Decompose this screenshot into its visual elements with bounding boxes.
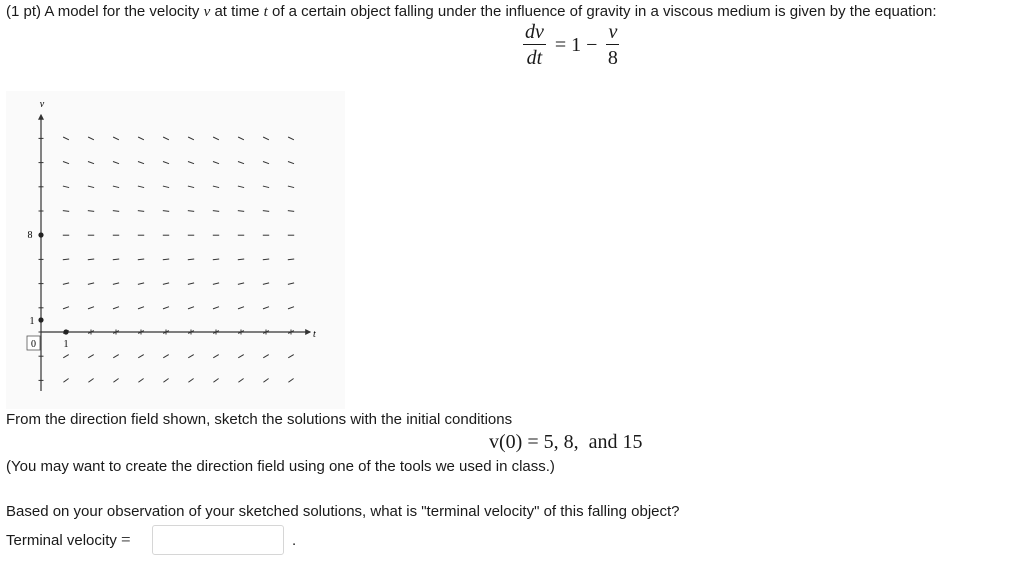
slope-segment: [138, 211, 144, 212]
slope-segment: [163, 307, 169, 309]
slope-segment: [288, 379, 293, 383]
slope-segment: [238, 162, 244, 164]
slope-segment: [138, 137, 144, 140]
slope-segment: [138, 283, 144, 285]
slope-segment: [138, 355, 143, 358]
slope-segment: [288, 259, 294, 260]
point-v-1: [38, 317, 43, 322]
slope-segment: [188, 283, 194, 285]
problem-statement: [6, 3, 937, 21]
lhs-denominator: dt: [526, 47, 543, 69]
answer-label-group: [6, 530, 131, 550]
slope-segment: [188, 379, 193, 383]
slope-segment: [263, 259, 269, 260]
slope-segment: [88, 162, 94, 164]
tick-label-t-1: 1: [63, 339, 69, 350]
slope-segment: [188, 137, 194, 140]
variable-v: v: [203, 4, 211, 20]
slope-segment: [63, 379, 68, 383]
slope-segment: [113, 283, 119, 285]
slope-segment: [238, 137, 244, 140]
slope-segment: [63, 162, 69, 164]
slope-segment: [188, 259, 194, 260]
slope-segment: [288, 283, 294, 285]
problem-intro-b: at time: [214, 3, 260, 20]
slope-segment: [163, 379, 168, 383]
slope-segment: [238, 283, 244, 285]
slope-segment: [113, 186, 119, 188]
rhs-numerator: v: [608, 21, 618, 43]
slope-segment: [88, 355, 93, 358]
problem-points: (1 pt): [6, 3, 42, 20]
slope-segment: [163, 162, 169, 164]
slope-segment: [88, 379, 93, 383]
slope-segment: [288, 137, 294, 140]
slope-segment: [113, 162, 119, 164]
slope-segment: [88, 307, 94, 309]
slope-segment: [163, 186, 169, 188]
slope-segment: [188, 162, 194, 164]
slope-segment: [213, 307, 219, 309]
slope-segment: [113, 211, 119, 212]
slope-segment: [288, 307, 294, 309]
slope-segment: [288, 355, 293, 358]
slope-segment: [263, 379, 268, 383]
slope-segment: [163, 259, 169, 260]
slope-segment: [163, 355, 168, 358]
slope-segment: [88, 137, 94, 140]
slope-segment: [188, 186, 194, 188]
slope-segment: [113, 355, 118, 358]
slope-segment: [63, 355, 68, 358]
slope-segment: [138, 379, 143, 383]
slope-segment: [238, 186, 244, 188]
lhs-fraction: [523, 22, 546, 68]
terminal-velocity-label: Terminal velocity: [6, 532, 117, 549]
variable-t: t: [263, 4, 268, 20]
tick-label-v-8: 8: [27, 230, 33, 241]
slope-segment: [163, 137, 169, 140]
direction-field-image: [6, 91, 345, 409]
sketch-instruction: From the direction field shown, sketch the solutions with the initial conditions: [6, 411, 513, 428]
point-t-1: [63, 329, 68, 334]
slope-segment: [213, 283, 219, 285]
origin-label: 0: [31, 339, 36, 350]
slope-segment: [63, 283, 69, 285]
slope-segment: [63, 259, 69, 260]
slope-segment: [288, 211, 294, 212]
slope-segment: [138, 186, 144, 188]
slope-segment: [213, 162, 219, 164]
slope-segment: [263, 162, 269, 164]
slope-segment: [113, 307, 119, 309]
slope-segment: [138, 162, 144, 164]
slope-segment: [63, 307, 69, 309]
slope-segment: [113, 259, 119, 260]
point-v-8: [38, 232, 43, 237]
slope-segment: [63, 211, 69, 212]
initial-conditions: v(0) = 5, 8, and 15: [489, 431, 643, 453]
slope-segment: [88, 259, 94, 260]
slope-segment: [63, 186, 69, 188]
slope-segment: [113, 379, 118, 383]
slope-segment: [238, 259, 244, 260]
slope-segment: [88, 283, 94, 285]
slope-segment: [138, 259, 144, 260]
slope-segment: [263, 307, 269, 309]
slope-segment: [63, 137, 69, 140]
direction-field-plot: [6, 91, 345, 409]
equals-one-minus: = 1 −: [554, 33, 598, 56]
slope-segment: [213, 259, 219, 260]
slope-segment: [113, 137, 119, 140]
slope-segment: [188, 211, 194, 212]
slope-segment: [213, 211, 219, 212]
slope-segment: [238, 211, 244, 212]
slope-segment: [213, 355, 218, 358]
terminal-velocity-question: Based on your observation of your sketched solutions, what is "terminal velocity" of this falling object?: [6, 503, 680, 520]
rhs-fraction: [606, 22, 619, 68]
slope-segment: [188, 307, 194, 309]
ode-equation: [523, 22, 619, 68]
slope-segment: [288, 162, 294, 164]
slope-segment: [163, 283, 169, 285]
slope-segment: [238, 379, 243, 383]
t-axis-label: t: [313, 329, 316, 340]
slope-segment: [263, 137, 269, 140]
slope-segment: [263, 186, 269, 188]
slope-segment: [213, 379, 218, 383]
answer-equals: =: [121, 530, 131, 549]
v-axis-label: v: [39, 99, 45, 110]
slope-segment: [138, 307, 144, 309]
answer-trailing-period: .: [292, 532, 297, 549]
slope-segment: [238, 307, 244, 309]
lhs-numerator: dv: [525, 21, 544, 43]
slope-segment: [213, 137, 219, 140]
slope-segment: [213, 186, 219, 188]
tick-label-v-1: 1: [29, 316, 35, 327]
problem-intro-c: of a certain object falling under the influence of gravity in a viscous medium is given by the equation:: [271, 3, 937, 20]
slope-segments: [63, 137, 294, 382]
slope-segment: [88, 211, 94, 212]
slope-segment: [188, 355, 193, 358]
problem-intro-a: A model for the velocity: [44, 3, 200, 20]
terminal-velocity-input[interactable]: [152, 525, 284, 555]
tools-note: (You may want to create the direction field using one of the tools we used in class.): [6, 458, 555, 475]
slope-segment: [263, 211, 269, 212]
slope-segment: [238, 355, 243, 358]
slope-segment: [263, 355, 268, 358]
slope-segment: [163, 211, 169, 212]
slope-segment: [263, 283, 269, 285]
slope-segment: [88, 186, 94, 188]
slope-segment: [288, 186, 294, 188]
rhs-denominator: 8: [607, 47, 618, 69]
